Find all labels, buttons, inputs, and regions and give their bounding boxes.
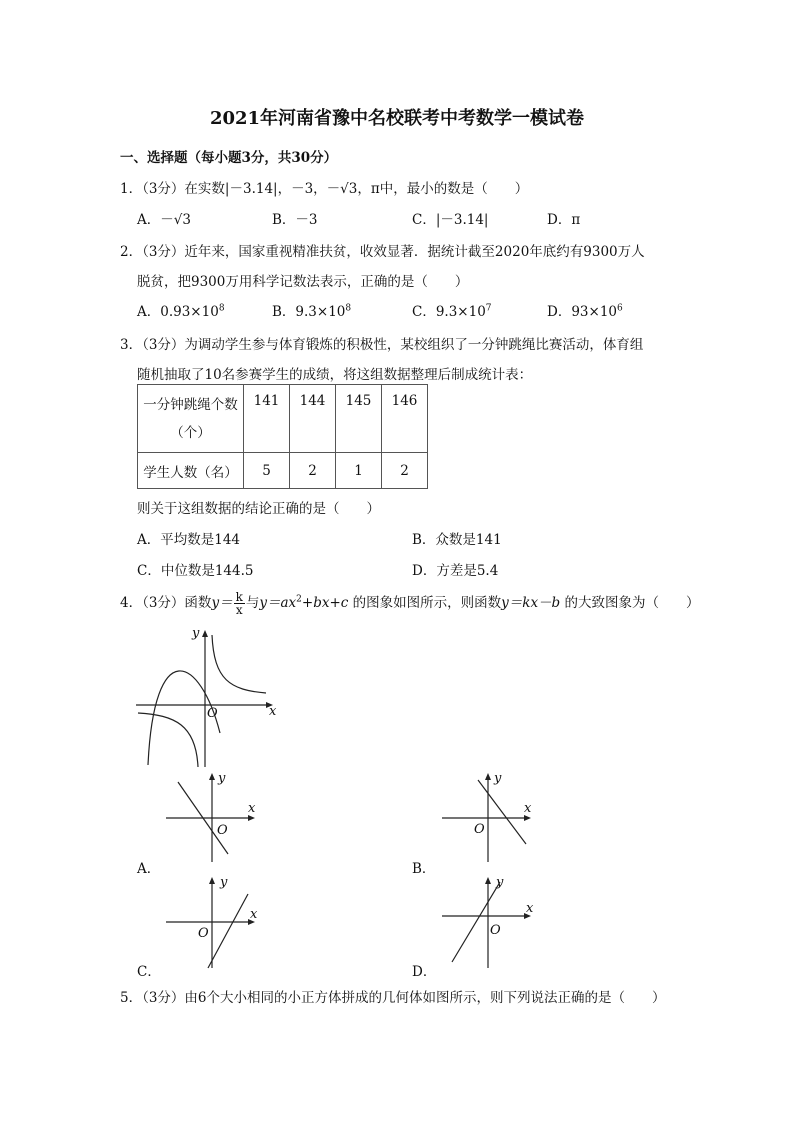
table-cell: 5 <box>244 453 290 489</box>
q3-option-a: A．平均数是144 <box>137 532 241 548</box>
origin-label: O <box>198 926 209 941</box>
q2-option-a: A．$0.93\times 10^8$ <box>137 303 225 320</box>
section-heading: 一、选择题（每小题3分，共30分） <box>120 150 338 166</box>
axis-x-label: x <box>250 907 258 922</box>
q5-stem: 5．（3分）由6个大小相同的小正方体拼成的几何体如图所示，则下列说法正确的是（ ） <box>120 990 666 1006</box>
axis-x-label: x <box>526 901 534 916</box>
q3-option-c: C．中位数是144.5 <box>137 563 254 579</box>
axis-x-label: x <box>269 704 277 719</box>
q1-option-b: B．－3 <box>272 212 318 228</box>
q4-option-d-label: D． <box>412 964 437 980</box>
q4-option-b-graph <box>436 770 546 865</box>
q2-stem-line2: 脱贫，把9300万用科学记数法表示，正确的是（ ） <box>137 274 469 290</box>
q4-option-a-label: A． <box>137 861 161 877</box>
q1-option-a: A．－√3 <box>137 212 191 228</box>
fraction: $\frac{k}{x}$ <box>235 590 243 617</box>
q3-after-table: 则关于这组数据的结论正确的是（ ） <box>137 501 380 517</box>
axis-y-label: y <box>496 875 504 890</box>
axis-x-label: x <box>524 801 532 816</box>
q2-stem-line1: 2．（3分）近年来，国家重视精准扶贫，收效显著．据统计截至2020年底约有9300万人 <box>120 244 645 260</box>
axis-x-label: x <box>248 801 256 816</box>
q4-option-a-graph <box>160 770 270 865</box>
table-cell: 2 <box>382 453 428 489</box>
origin-label: O <box>490 923 501 938</box>
q3-option-d: D．方差是5.4 <box>412 563 499 579</box>
axis-y-label: y <box>192 626 200 641</box>
table-cell: 146 <box>382 385 428 453</box>
q4-option-d-graph <box>436 872 546 970</box>
q2-option-b: B．$9.3\times 10^8$ <box>272 303 352 320</box>
q3-option-b: B．众数是141 <box>412 532 502 548</box>
q1-option-d: D．π <box>547 212 581 228</box>
axis-y-label: y <box>220 875 228 890</box>
q3-stem-line1: 3．（3分）为调动学生参与体育锻炼的积极性，某校组织了一分钟跳绳比赛活动，体育组 <box>120 337 644 353</box>
exam-title: 2021年河南省豫中名校联考中考数学一模试卷 <box>209 108 585 129</box>
q1-option-c: C．|－3.14| <box>412 212 489 228</box>
stats-table <box>137 384 428 489</box>
table-header-students: 学生人数（名） <box>138 453 244 489</box>
origin-label: O <box>474 822 485 837</box>
q4-option-c-label: C． <box>137 964 161 980</box>
origin-label: O <box>217 823 228 838</box>
table-row <box>138 453 428 489</box>
table-cell: 145 <box>336 385 382 453</box>
table-cell: 2 <box>290 453 336 489</box>
axis-y-label: y <box>494 771 502 786</box>
q4-option-b-label: B． <box>412 861 436 877</box>
q2-option-c: C．$9.3\times 10^7$ <box>412 303 492 320</box>
table-cell: 144 <box>290 385 336 453</box>
axis-y-label: y <box>218 771 226 786</box>
table-cell: 1 <box>336 453 382 489</box>
q4-stem: 4．（3分）函数y＝ $\frac{k}{x}$ 与$y=ax^2+bx+c$ 的图象如图所示，则函数y＝kx－b 的大致图象为（ ） <box>120 590 700 617</box>
table-cell: 141 <box>244 385 290 453</box>
q2-option-d: D．$93\times 10^6$ <box>547 303 623 320</box>
q1-stem: 1．（3分）在实数|－3.14|，－3，－√3，π中，最小的数是（ ） <box>120 181 529 197</box>
origin-label: O <box>207 706 218 721</box>
q3-stem-line2: 随机抽取了10名参赛学生的成绩，将这组数据整理后制成统计表： <box>137 367 533 383</box>
table-header-count: 一分钟跳绳个数 （个） <box>138 385 244 453</box>
q4-option-c-graph <box>160 872 270 970</box>
table-row <box>138 385 428 453</box>
q4-main-figure <box>130 625 290 770</box>
